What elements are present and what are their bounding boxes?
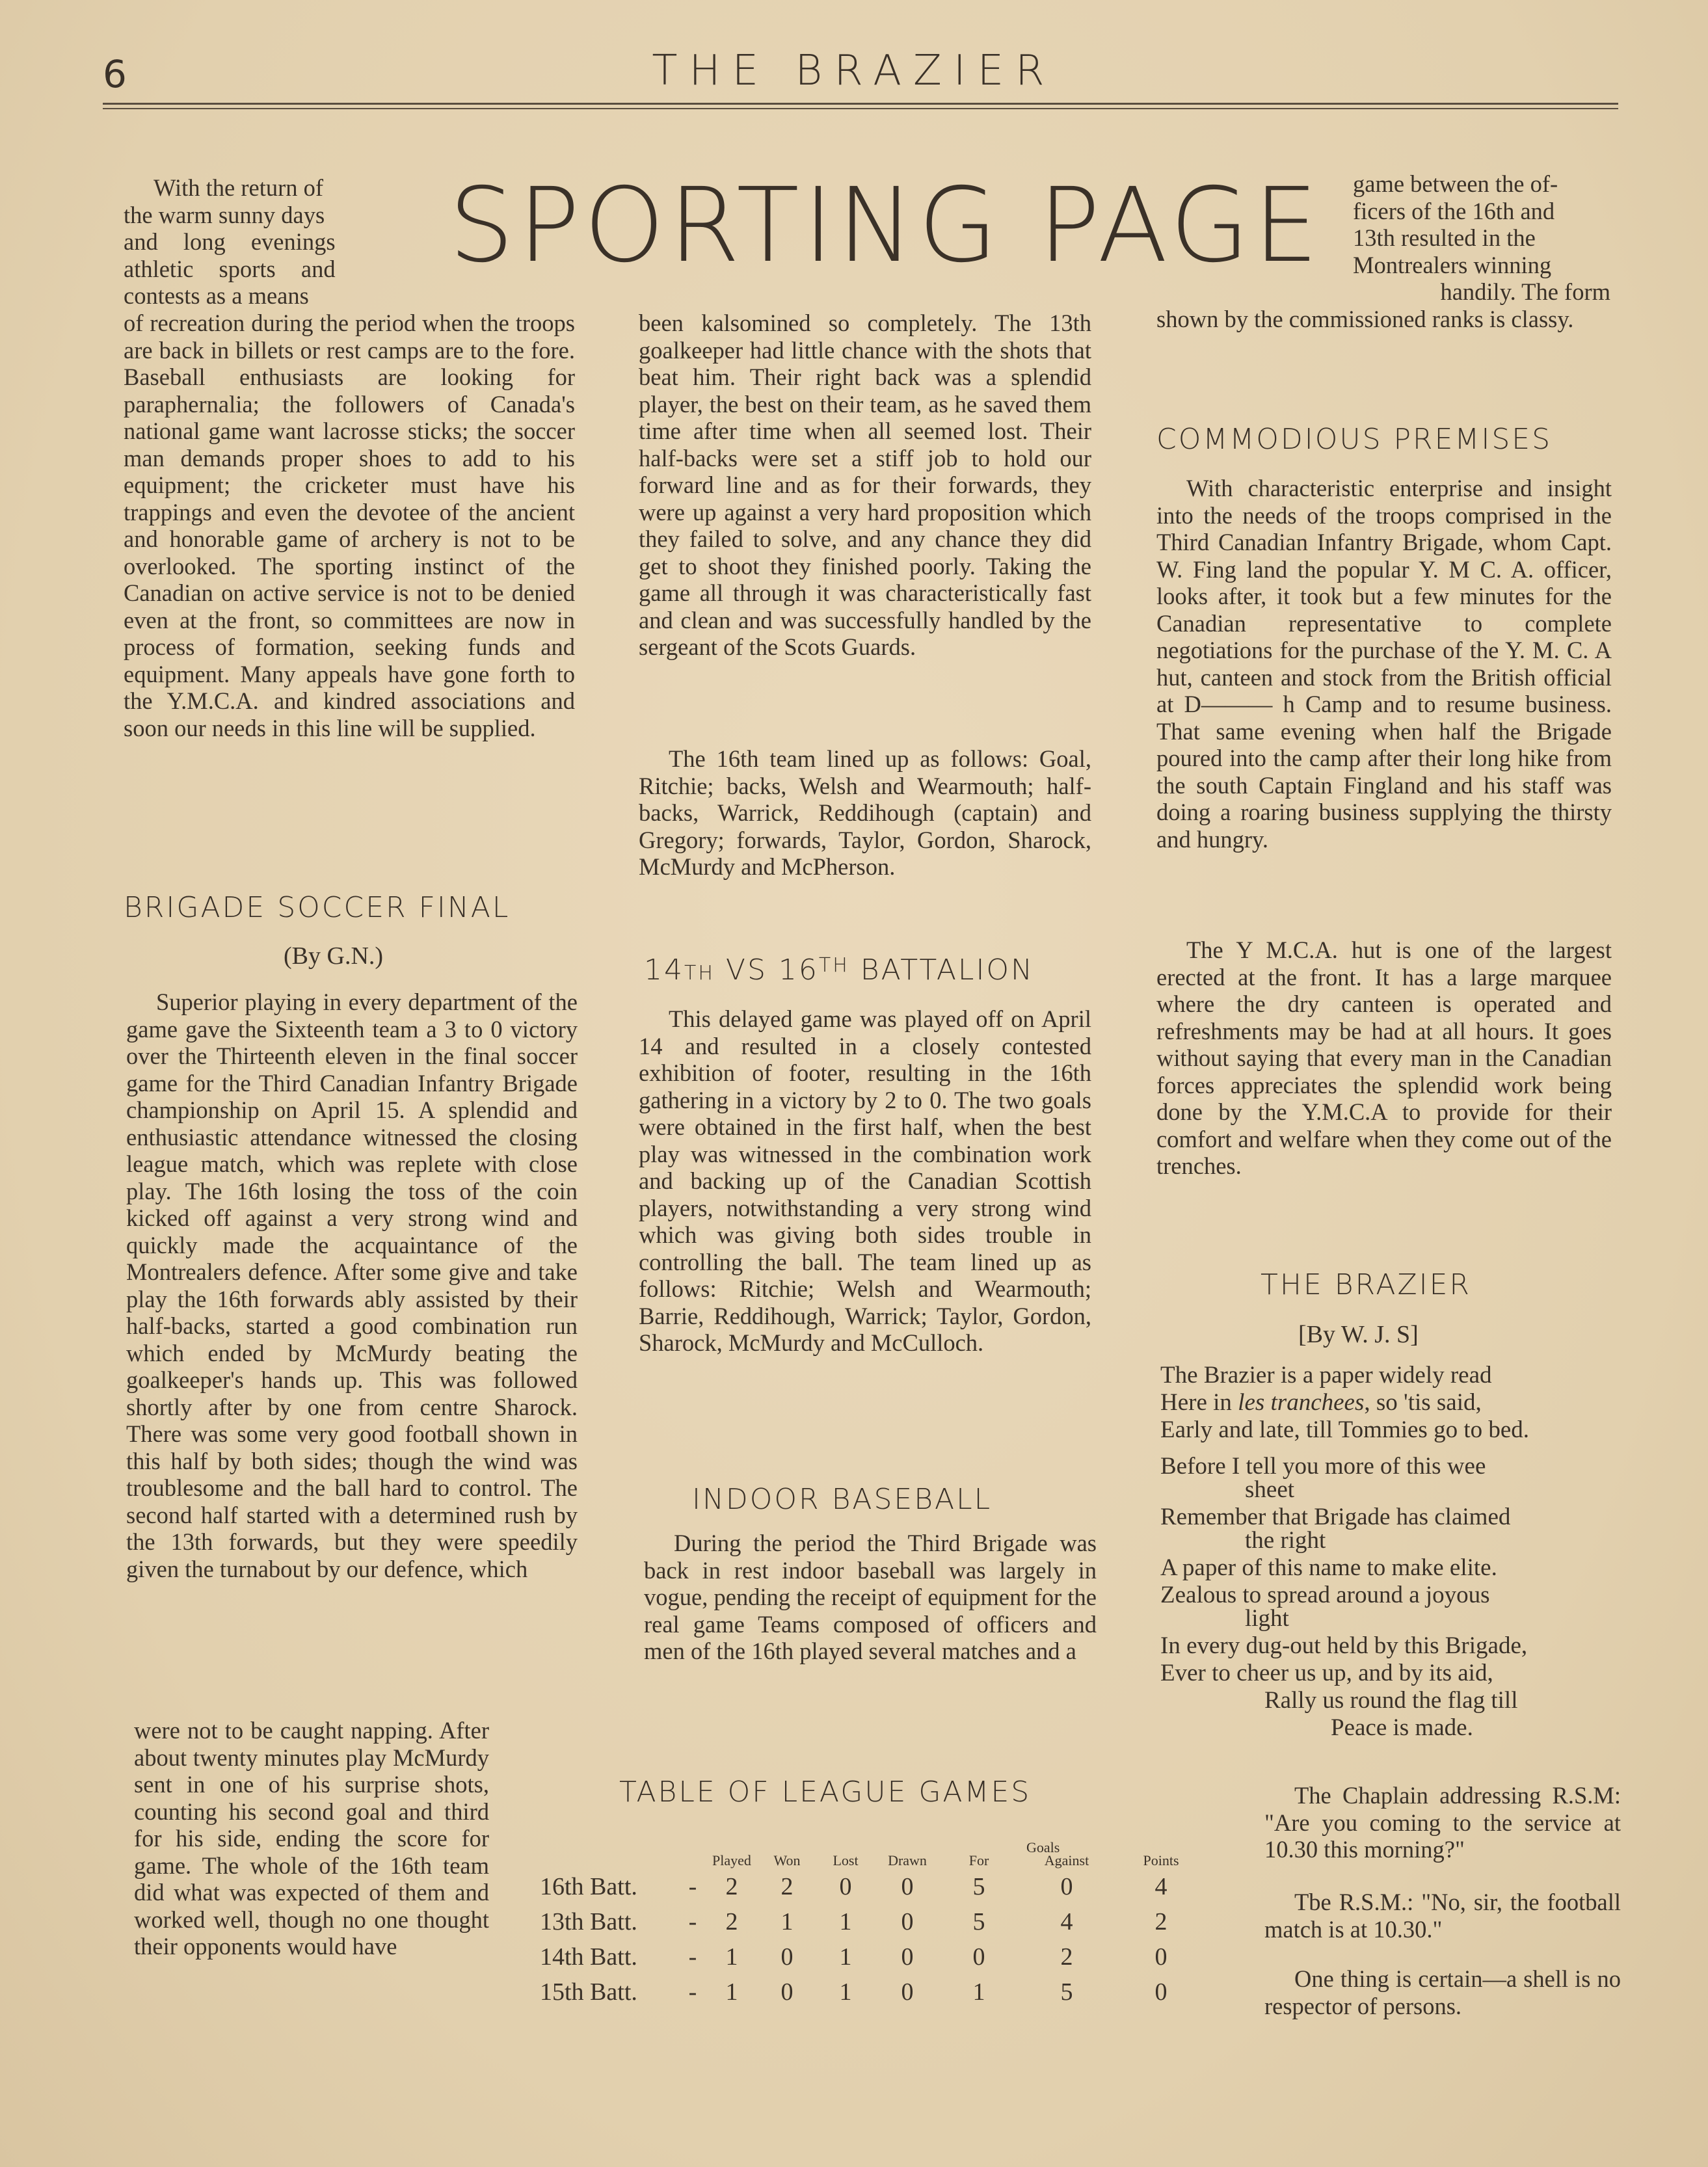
league-cell-won: 0: [781, 1943, 794, 1971]
col3-line: ficers of the 16th and: [1353, 197, 1555, 224]
col-lost: Lost: [833, 1852, 859, 1868]
league-cell-points: 2: [1154, 1908, 1168, 1935]
soccer-heading: BRIGADE SOCCER FINAL: [124, 891, 511, 924]
league-cell-drawn: 0: [901, 1978, 914, 2006]
league-cell-lost: 1: [839, 1908, 852, 1935]
intro-line: With the return of: [153, 174, 324, 201]
league-cell-against: 0: [1060, 1873, 1073, 1900]
col-drawn: Drawn: [888, 1852, 927, 1868]
chaplain-question: The Chaplain addressing R.S.M: "Are you coming to the service at 10.30 this morning?": [1264, 1782, 1621, 1863]
intro-body: of recreation during the period when the troops are back in billets or rest camps are to the fore. Baseball enthusiasts are looking for paraphernalia; the followers of Canada's national game want lacrosse sticks; the soccer man demands proper shoes to add to his equipment; the cricketer must have his trappings and even the devotee of the ancient and honorable game of archery is not to be overlooked. The sporting instinct of the Canadian on active service is not to be denied even at the front, so committees are now in process of formation, seeking funds and equipment. Many appeals have gone forth to the Y.M.C.A. and kindred associations and soon our needs in this line will be supplied.: [124, 310, 575, 741]
col-for: For: [968, 1852, 989, 1868]
baseball-body: During the period the Third Brigade was back in rest indoor baseball was largely in vogue, pending the receipt of equipment for the real game Teams composed of officers and men of the 16th played several matches and a: [644, 1530, 1097, 1664]
league-cell-team: 15th Batt.: [540, 1978, 637, 2006]
league-cell-drawn: 0: [901, 1943, 914, 1971]
intro-line: and long evenings: [124, 228, 336, 255]
league-cell-played: 1: [725, 1943, 738, 1971]
poem-line: light: [1245, 1605, 1289, 1632]
battalion-heading-part: 14: [644, 953, 684, 987]
baseball-heading: INDOOR BASEBALL: [692, 1483, 993, 1516]
col3-rest: shown by the commissioned ranks is classy.: [1156, 306, 1574, 332]
league-cell-against: 4: [1060, 1908, 1073, 1935]
league-body: [540, 1869, 1210, 2010]
poem-line: Before I tell you more of this wee: [1160, 1453, 1486, 1480]
league-cell-team: 14th Batt.: [540, 1943, 637, 1971]
league-cell-won: 2: [781, 1873, 794, 1900]
poem-line: sheet: [1245, 1476, 1295, 1503]
soccer-lineup: The 16th team lined up as follows: Goal, Ritchie; backs, Welsh and Wearmouth; half-backs, Warrick, Reddihough (captain) and Gregory; forwards, Taylor, Gordon, Sharock, McMurdy and McPherson.: [639, 745, 1091, 880]
league-heading: TABLE OF LEAGUE GAMES: [619, 1775, 1032, 1809]
league-cell-won: 1: [781, 1908, 794, 1935]
premises-heading: COMMODIOUS PREMISES: [1156, 423, 1553, 456]
league-cell-played: 1: [725, 1978, 738, 2006]
poem-italic-phrase: les tranchees: [1238, 1389, 1365, 1416]
intro-line: contests as a means: [124, 282, 309, 309]
battalion-heading-part: TH: [818, 954, 849, 977]
league-cell-dash: -: [688, 1978, 697, 2006]
league-cell-against: 5: [1060, 1978, 1073, 2006]
team-col-header: [540, 1841, 683, 1869]
dash-col-header: [683, 1841, 702, 1869]
poem-line: Zealous to spread around a joyous: [1160, 1582, 1490, 1608]
col3-line: Montrealers winning: [1353, 251, 1552, 278]
league-row: [540, 1904, 1210, 1939]
intro-line: athletic sports and: [124, 255, 336, 282]
goals-label: Goals: [1026, 1839, 1060, 1855]
chaplain-answer: Tbe R.S.M.: "No, sir, the football match is at 10.30.": [1264, 1889, 1621, 1943]
league-cell-points: 0: [1154, 1978, 1168, 2006]
league-cell-points: 4: [1154, 1873, 1168, 1900]
col-against: Against: [1044, 1852, 1089, 1868]
col3-line: 13th resulted in the: [1353, 224, 1536, 251]
shell-joke: One thing is certain—a shell is no respector of persons.: [1264, 1965, 1621, 2019]
league-cell-lost: 1: [839, 1943, 852, 1971]
league-cell-lost: 0: [839, 1873, 852, 1900]
poem-line: the right: [1245, 1527, 1326, 1554]
league-cell-for: 1: [972, 1978, 985, 2006]
battalion-heading-part: TH: [684, 962, 715, 985]
col-won: Won: [773, 1852, 801, 1868]
battalion-heading-part: BATTALION: [849, 953, 1034, 987]
league-cell-won: 0: [781, 1978, 794, 2006]
page-title: SPORTING PAGE: [449, 166, 1322, 286]
intro-top: [124, 174, 384, 310]
masthead-rule-thin: [103, 108, 1618, 109]
poem-line: [1160, 1389, 1616, 1416]
masthead-rule: [103, 103, 1618, 105]
league-cell-lost: 1: [839, 1978, 852, 2006]
poem-line: The Brazier is a paper widely read: [1160, 1362, 1492, 1389]
league-cell-drawn: 0: [901, 1908, 914, 1935]
league-cell-played: 2: [725, 1873, 738, 1900]
soccer-col2: been kalsomined so completely. The 13th goalkeeper had little chance with the shots that beat him. Their right back was a splendid player, the best on their team, as he saved them time after time when all seemed lost. Their half-backs were set a stiff job to hold our forward line and as for their forwards, they were up against a very hard proposition which they failed to solve, and any chance they did get to shoot they finished poorly. Taking the game all through it was characteristically fast and clean and was successfully handled by the sergeant of the Scots Guards.: [639, 310, 1091, 660]
league-cell-dash: -: [688, 1943, 697, 1971]
premises-body2: The Y M.C.A. hut is one of the largest erected at the front. It has a large marquee where the dry canteen is operated and refreshments may be had at all hours. It goes without saying that every man in the Canadian forces appreciates the splendid work being done by the Y.M.C.A to provide for their comfort and welfare when they come out of the trenches.: [1156, 937, 1612, 1179]
league-cell-team: 16th Batt.: [540, 1873, 637, 1900]
league-cell-for: 5: [972, 1873, 985, 1900]
col3-line: handily. The form: [1440, 278, 1610, 305]
col-played: Played: [712, 1852, 751, 1868]
league-cell-against: 2: [1060, 1943, 1073, 1971]
league-row: [540, 1974, 1210, 2010]
league-cell-dash: -: [688, 1873, 697, 1900]
league-cell-team: 13th Batt.: [540, 1908, 637, 1935]
poem-line: Peace is made.: [1331, 1714, 1473, 1741]
poem-line: A paper of this name to make elite.: [1160, 1554, 1497, 1581]
poem-line: In every dug-out held by this Brigade,: [1160, 1632, 1528, 1659]
league-cell-played: 2: [725, 1908, 738, 1935]
league-header-row: [540, 1841, 1210, 1869]
col3-line: game between the of-: [1353, 170, 1558, 197]
poem-body: [1160, 1362, 1616, 1742]
intro-line: the warm sunny days: [124, 201, 325, 228]
poem-text: Here in: [1160, 1389, 1238, 1416]
masthead-title: THE BRAZIER: [652, 47, 1056, 95]
league-row: [540, 1869, 1210, 1904]
poem-heading: THE BRAZIER: [1261, 1268, 1471, 1301]
league-cell-for: 5: [972, 1908, 985, 1935]
poem-line: Ever to cheer us up, and by its aid,: [1160, 1660, 1493, 1686]
league-cell-for: 0: [972, 1943, 985, 1971]
col-points: Points: [1143, 1852, 1179, 1868]
league-cell-drawn: 0: [901, 1873, 914, 1900]
battalion-heading-part: VS 16: [714, 953, 819, 987]
battalion-body: This delayed game was played off on April 14 and resulted in a closely contested exhibition of footer, resulting in the 16th gathering in a victory by 2 to 0. The two goals were obtained in the first half, when the best play was witnessed in the combination work and backing up of the Canadian Scottish players, notwithstanding a very strong wind which was giving both sides trouble in controlling the ball. The team lined up as follows: Ritchie; Welsh and Wearmouth; Barrie, Reddihough, Warrick; Taylor, Gordon, Sharock, McMurdy and McCulloch.: [639, 1005, 1091, 1356]
soccer-byline: (By G.N.): [284, 942, 384, 970]
soccer-body: Superior playing in every department of the game gave the Sixteenth team a 3 to 0 victory over the Thirteenth eleven in the final soccer game for the Third Canadian Infantry Brigade championship on April 15. A splendid and enthusiastic attendance witnessed the closing league match, which was replete with close play. The 16th losing the toss of the coin kicked off against a very strong wind and quickly made the acquaintance of the Montrealers defence. After some give and take play the 16th forwards ably assisted by their half-backs, started a good combination run which ended by McMurdy beating the goalkeeper's hands up. This was followed shortly after by one from centre Sharock. There was some very good football shown in this half by both sides; though the wind was troublesome and the ball hard to control. The second half started with a determined rush by the 13th forwards, but they were speedily given the turnabout by our defence, which: [126, 989, 578, 1582]
league-cell-points: 0: [1154, 1943, 1168, 1971]
poem-line: Remember that Brigade has claimed: [1160, 1504, 1511, 1530]
col3-top: [1353, 170, 1610, 306]
poem-byline: [By W. J. S]: [1298, 1321, 1419, 1348]
league-row: [540, 1939, 1210, 1974]
league-cell-dash: -: [688, 1908, 697, 1935]
premises-body: With characteristic enterprise and insight into the needs of the troops comprised in the Third Canadian Infantry Brigade, whom Capt. W. Fing land the popular Y. M C. A. officer, looks after, it took but a few minutes for the Canadian representative to complete negotiations for the purchase of the Y. M. C. A hut, canteen and stock from the British official at D——— h Camp and to resume business. That same evening when half the Brigade poured into the camp after their long hike from the south Captain Fingland and his staff was doing a roaring business supplying the thirsty and hungry.: [1156, 475, 1612, 853]
poem-text: , so 'tis said,: [1364, 1389, 1482, 1416]
poem-line: Early and late, till Tommies go to bed.: [1160, 1416, 1530, 1443]
league-table: [540, 1841, 1210, 2010]
page-number: 6: [103, 52, 127, 96]
soccer-body-cont: were not to be caught napping. After about twenty minutes play McMurdy sent in one of his surprise shots, counting his second goal and third for his side, ending the score for game. The whole of the 16th team did what was expected of them and worked well, though no one thought their opponents would have: [134, 1717, 489, 1960]
battalion-heading: [644, 953, 1034, 987]
poem-line: Rally us round the flag till: [1264, 1687, 1518, 1714]
